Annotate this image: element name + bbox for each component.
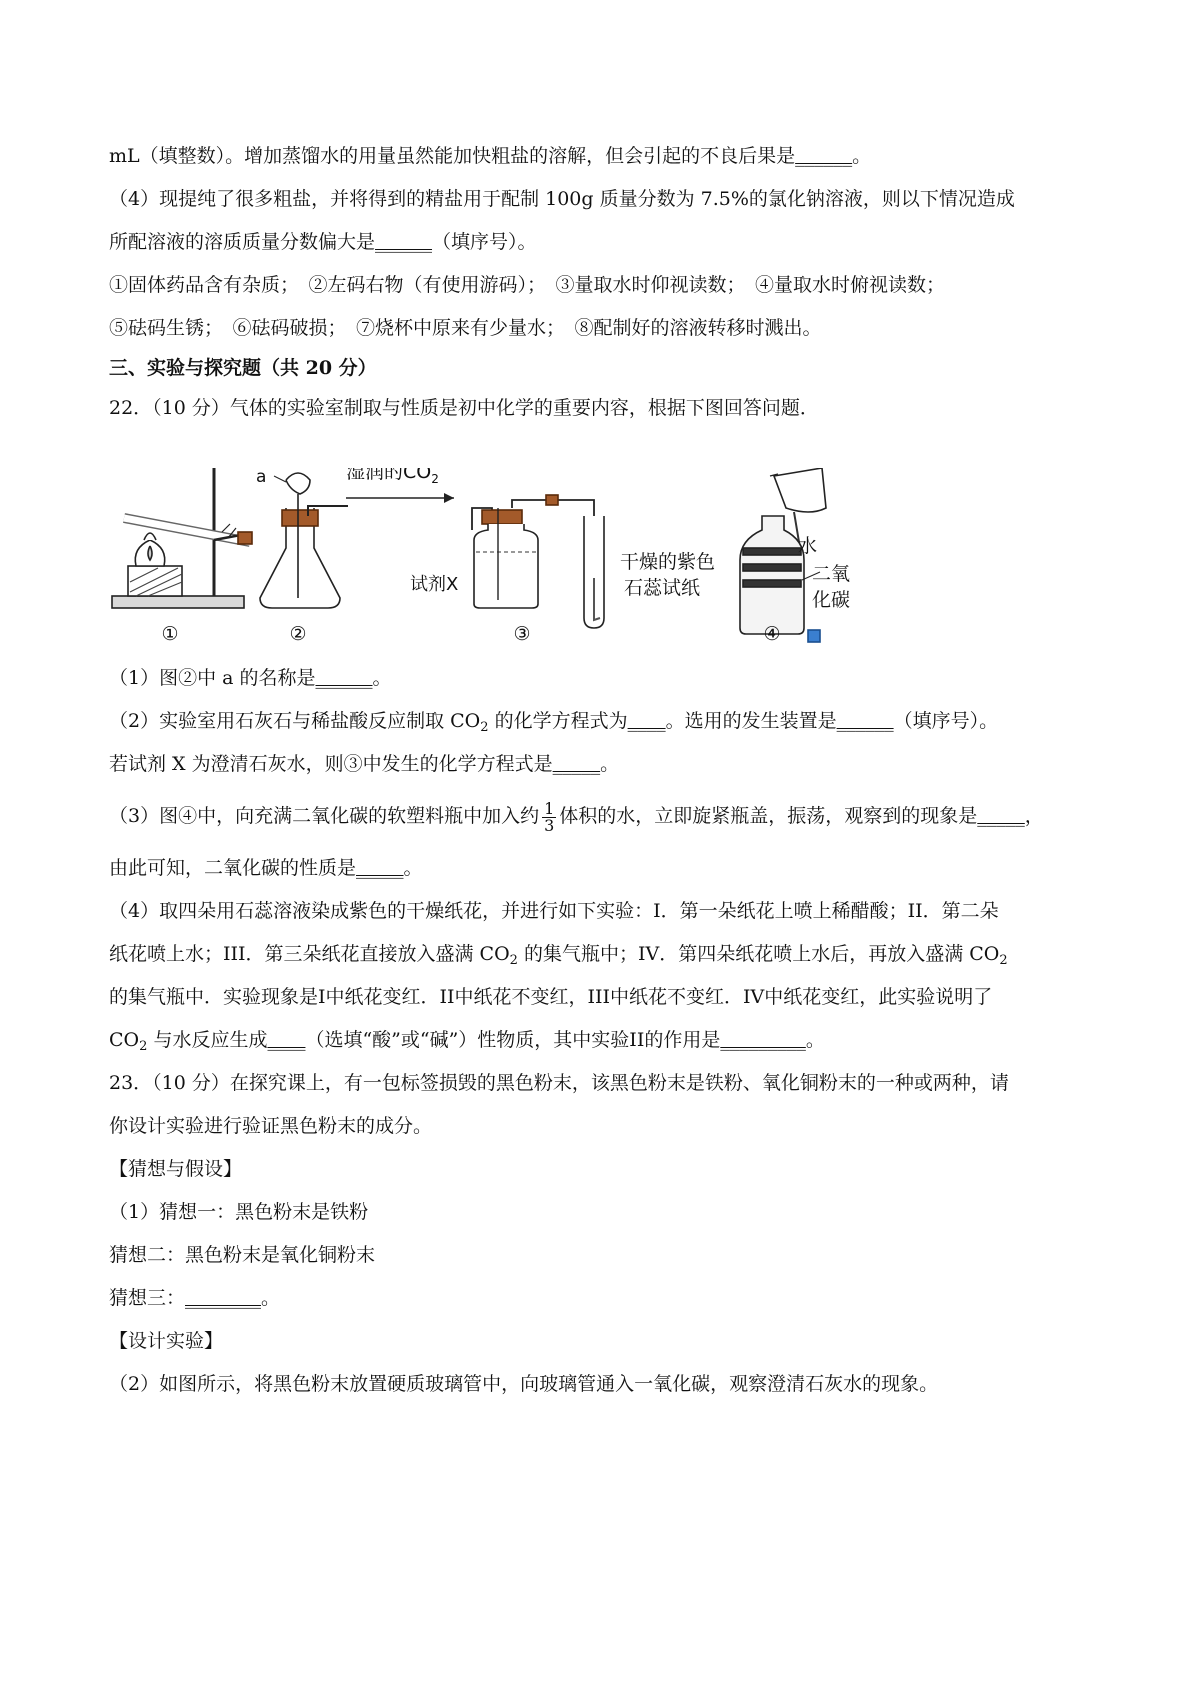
answer-blank[interactable]: ______ — [795, 145, 853, 167]
co2-arrow — [346, 468, 454, 503]
text: （3）图④中，向充满二氧化碳的软塑料瓶中加入约 — [109, 805, 540, 827]
apparatus-3 — [472, 495, 604, 628]
text: 。 — [261, 1287, 281, 1309]
text: （1）猜想一：黑色粉末是铁粉 — [109, 1201, 369, 1223]
text: 。 — [403, 857, 423, 879]
text: 体积的水，立即旋紧瓶盖，振荡，观察到的现象是 — [559, 805, 978, 827]
section-title — [109, 355, 1099, 381]
q22-p3-line1 — [109, 796, 1099, 836]
fraction-numerator: 1 — [544, 798, 555, 818]
subscript: 2 — [139, 1039, 148, 1054]
text: 。 — [600, 753, 620, 775]
q23-stem-line1 — [109, 1070, 1099, 1096]
reagent-x-label: 试剂X — [410, 574, 459, 595]
text: 。选用的发生装置是 — [665, 710, 837, 732]
subscript: 2 — [480, 720, 489, 735]
text: 纸花喷上水；III．第三朵纸花直接放入盛满 CO — [109, 943, 510, 965]
answer-blank[interactable]: ______ — [375, 231, 433, 253]
text: ， — [1024, 805, 1044, 827]
litmus-label-2: 石蕊试纸 — [624, 577, 701, 599]
text: 。 — [372, 667, 392, 689]
text: 猜想二：黑色粉末是氧化铜粉末 — [109, 1244, 376, 1266]
label-a: a — [256, 468, 267, 487]
q22-stem — [109, 395, 1099, 421]
q21-options-row1 — [109, 272, 1099, 298]
q23-guess3 — [109, 1285, 1099, 1311]
answer-blank[interactable]: ______ — [836, 710, 894, 732]
q22-p4-line4 — [109, 1027, 1099, 1060]
text: 的集气瓶中；IV．第四朵纸花喷上水后，再放入盛满 CO — [517, 943, 1000, 965]
q23-stem-line2 — [109, 1113, 1099, 1139]
answer-blank[interactable]: _____ — [977, 805, 1025, 827]
q23-heading-design — [109, 1328, 1099, 1354]
arrow-label: 湿润的$CO_2$ — [346, 468, 439, 486]
answer-blank[interactable]: _____ — [356, 857, 404, 879]
figure-label-4: ④ — [763, 623, 781, 645]
subscript: 2 — [999, 953, 1008, 968]
text: 【设计实验】 — [109, 1330, 224, 1352]
text: （1）图②中 a 的名称是 — [109, 667, 316, 689]
answer-blank[interactable]: ________ — [185, 1287, 262, 1309]
text: 的集气瓶中．实验现象是I中纸花变红．II中纸花不变红，III中纸花不变红．IV中纸花变红，此实验说明了 — [109, 986, 993, 1008]
co2-label-1: 二氧 — [812, 563, 851, 585]
figure-label-2: ② — [289, 623, 307, 645]
co2-label-2: 化碳 — [812, 589, 851, 611]
text: 若试剂 X 为澄清石灰水，则③中发生的化学方程式是 — [109, 753, 553, 775]
q21-p4-line2 — [109, 229, 1099, 255]
q21-p4-line1 — [109, 186, 1099, 212]
text: 22．（10 分）气体的实验室制取与性质是初中化学的重要内容，根据下图回答问题． — [109, 397, 819, 419]
text: CO — [109, 1029, 140, 1051]
water-label: 水 — [798, 535, 818, 557]
figure-label-1: ① — [161, 623, 179, 645]
q23-heading-guess — [109, 1156, 1099, 1182]
figure-label-3: ③ — [513, 623, 531, 645]
q22-p4-line2 — [109, 941, 1099, 974]
litmus-label-1: 干燥的紫色 — [620, 551, 716, 573]
answer-blank[interactable]: _________ — [720, 1029, 806, 1051]
answer-blank[interactable]: ____ — [267, 1029, 306, 1051]
text: 。 — [852, 145, 872, 167]
text: 猜想三： — [109, 1287, 186, 1309]
fraction — [542, 798, 556, 835]
q22-p2-line2 — [109, 751, 1099, 777]
text: 你设计实验进行验证黑色粉末的成分。 — [109, 1115, 433, 1137]
text: 由此可知，二氧化碳的性质是 — [109, 857, 357, 879]
text: （2）如图所示，将黑色粉末放置硬质玻璃管中，向玻璃管通入一氧化碳，观察澄清石灰水的现象。 — [109, 1373, 939, 1395]
q22-p2-line1 — [109, 708, 1099, 741]
text: 所配溶液的溶质质量分数偏大是 — [109, 231, 376, 253]
q22-p3-line2 — [109, 855, 1099, 881]
q22-p4-line3 — [109, 984, 1099, 1010]
text: （选填“酸”或“碱”）性物质，其中实验II的作用是 — [305, 1029, 721, 1051]
q21-line1 — [109, 143, 1099, 169]
text: （填序号）。 — [432, 231, 537, 253]
q23-design2 — [109, 1371, 1099, 1397]
q22-p1 — [109, 665, 1099, 691]
apparatus-1 — [112, 468, 252, 608]
answer-blank[interactable]: _____ — [552, 753, 601, 775]
text: 23．（10 分）在探究课上，有一包标签损毁的黑色粉末，该黑色粉末是铁粉、氧化铜粉末的一种或两种，请 — [109, 1072, 1009, 1094]
text: 。 — [805, 1029, 825, 1051]
text: （2）实验室用石灰石与稀盐酸反应制取 CO — [109, 710, 481, 732]
answer-blank[interactable]: ____ — [627, 710, 666, 732]
subscript: 2 — [509, 953, 518, 968]
text: ①固体药品含有杂质； ②左码右物（有使用游码）； ③量取水时仰视读数； ④量取水时俯视读数； — [109, 274, 946, 296]
q22-p4-line1 — [109, 898, 1099, 924]
text: 三、实验与探究题（共 20 分） — [109, 357, 377, 379]
text: 的化学方程式为 — [488, 710, 628, 732]
fraction-denominator: 3 — [544, 815, 555, 835]
text: mL（填整数）。增加蒸馏水的用量虽然能加快粗盐的溶解，但会引起的不良后果是 — [109, 145, 796, 167]
text: （填序号）。 — [893, 710, 999, 732]
text: 与水反应生成 — [147, 1029, 268, 1051]
q23-guess2 — [109, 1242, 1099, 1268]
apparatus-2 — [260, 473, 348, 608]
text: （4）现提纯了很多粗盐，并将得到的精盐用于配制 100g 质量分数为 7.5%的氯化钠溶液，则以下情况造成 — [109, 188, 1015, 210]
q21-options-row2 — [109, 315, 1099, 341]
text: 【猜想与假设】 — [109, 1158, 243, 1180]
text: （4）取四朵用石蕊溶液染成紫色的干燥纸花，并进行如下实验：I．第一朵纸花上喷上稀醋酸；II．第二朵 — [109, 900, 999, 922]
text: ⑤砝码生锈； ⑥砝码破损； ⑦烧杯中原来有少量水； ⑧配制好的溶液转移时溅出。 — [109, 317, 822, 339]
q23-guess1 — [109, 1199, 1099, 1225]
answer-blank[interactable]: ______ — [315, 667, 373, 689]
